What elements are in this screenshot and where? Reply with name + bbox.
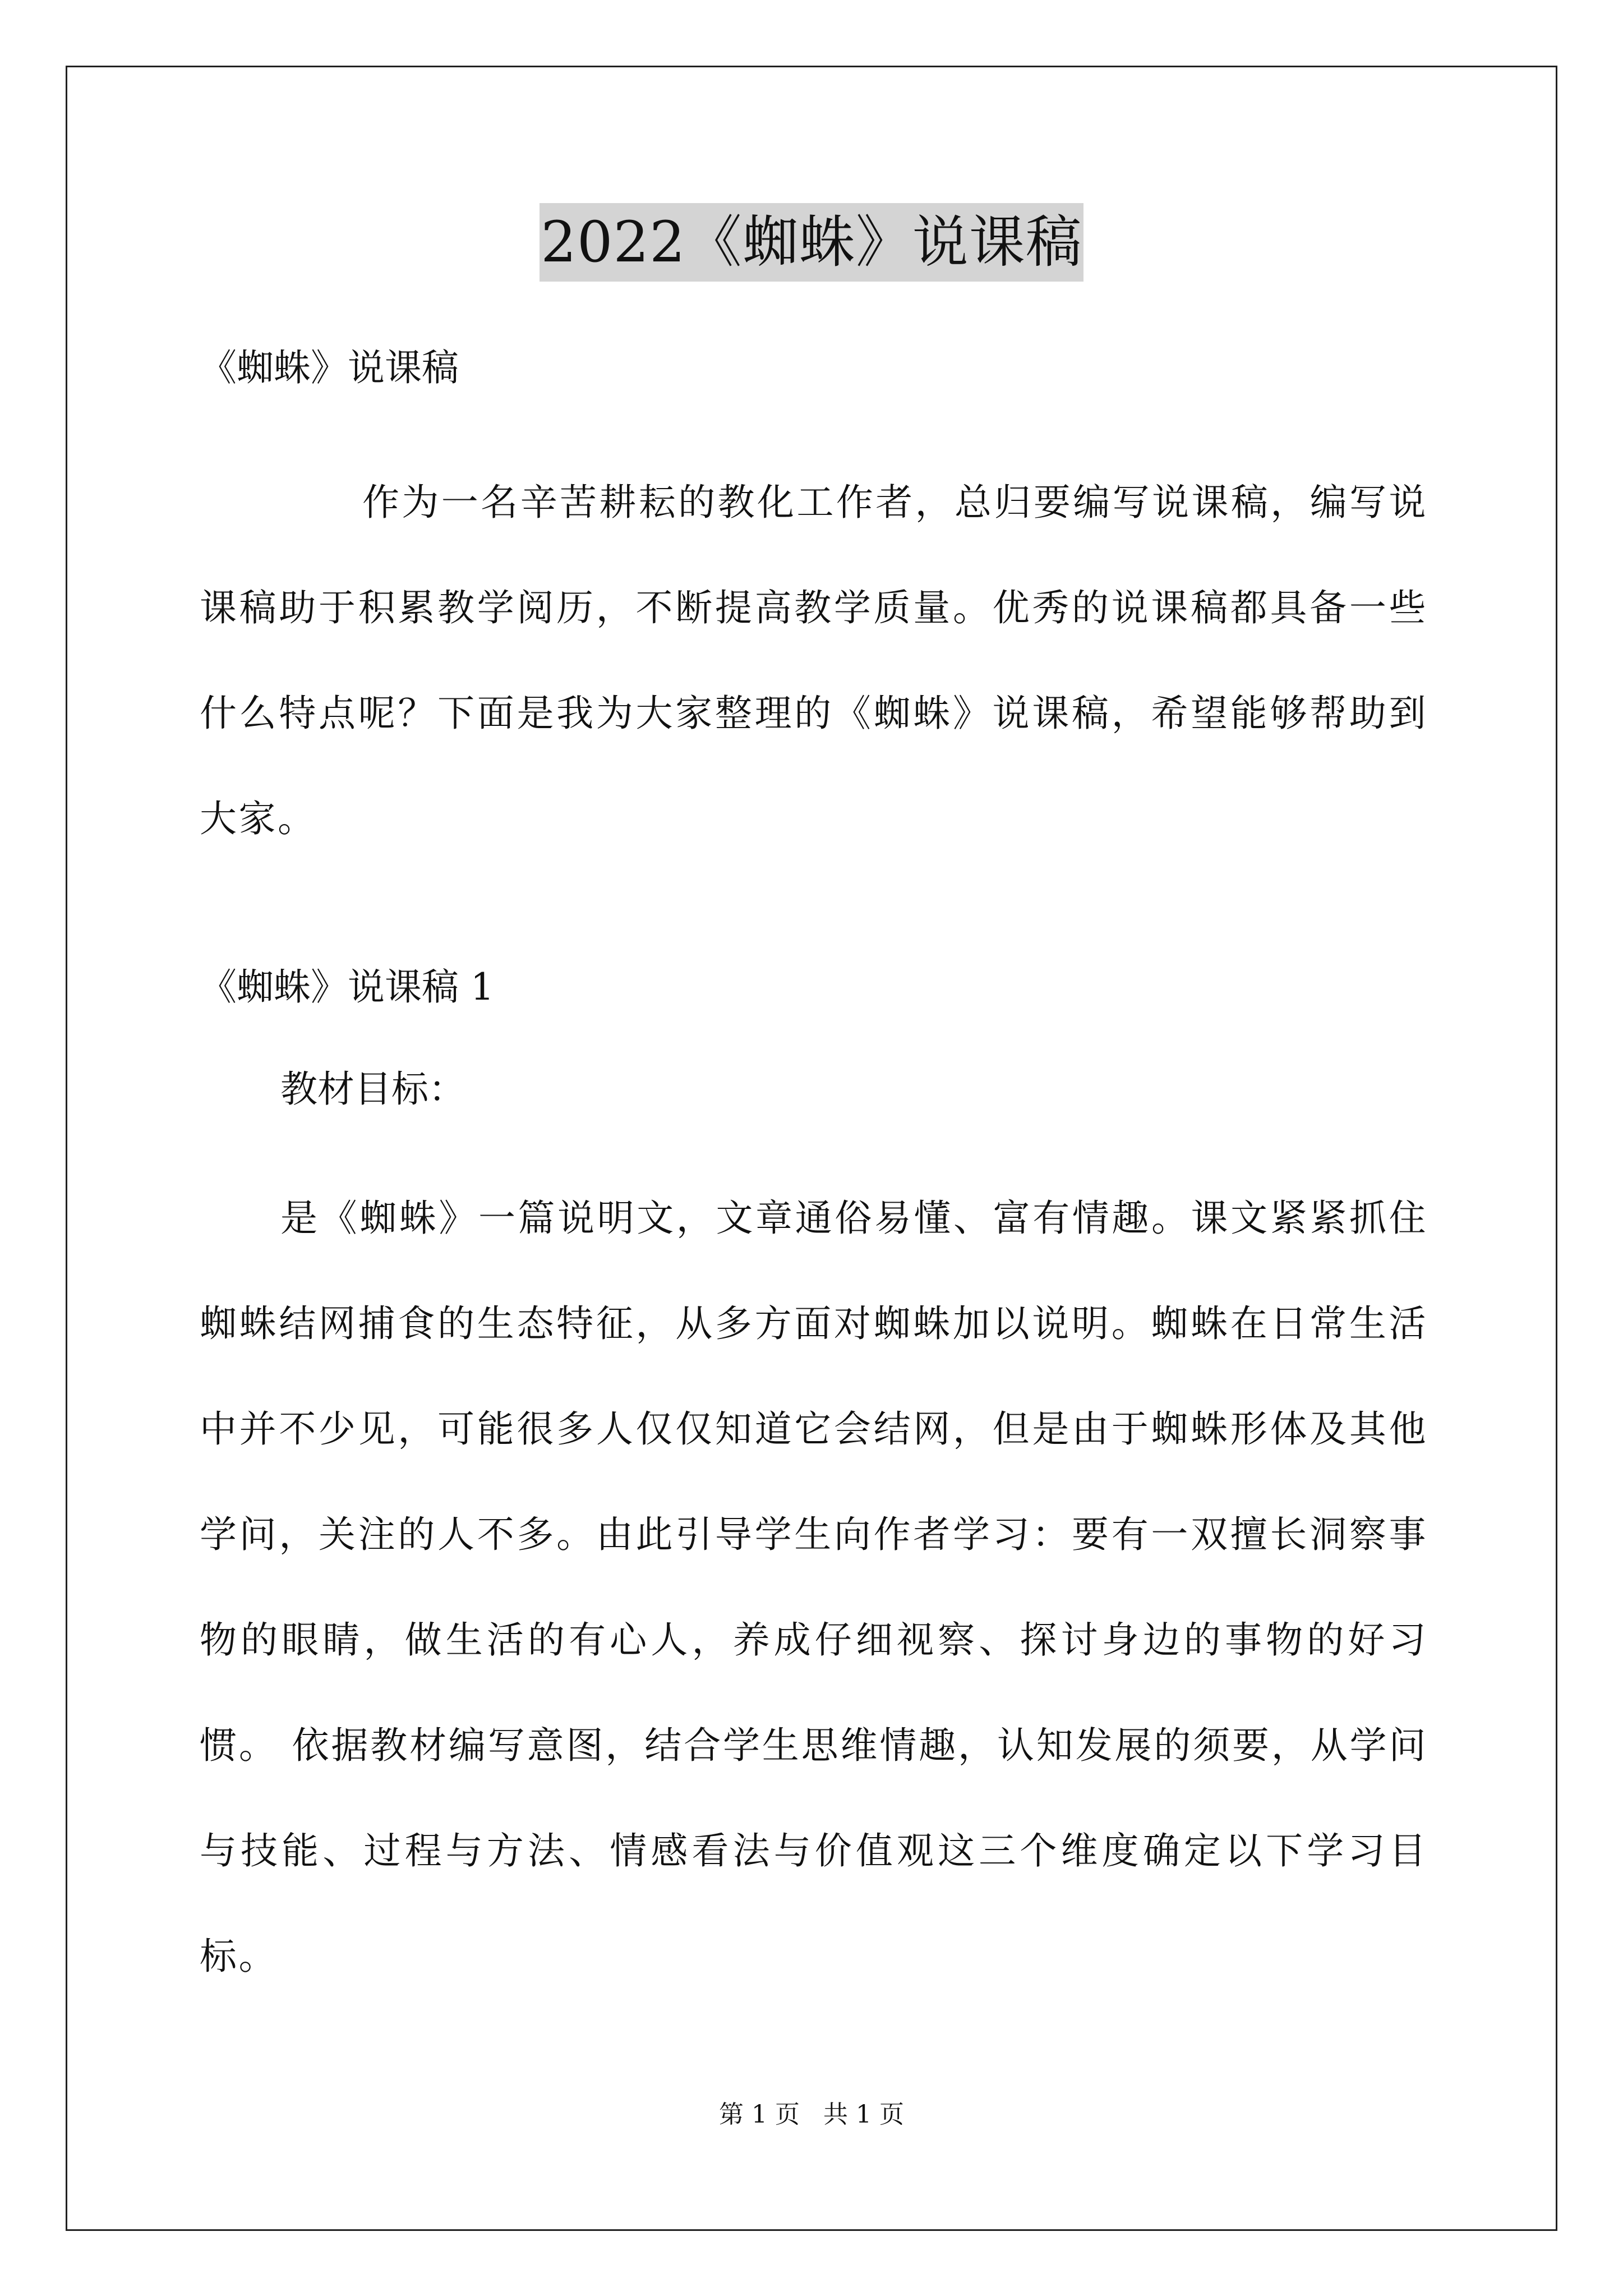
title-container: [0, 203, 1623, 282]
section-gap: [200, 872, 1428, 961]
page-total: 共 1 页: [823, 2100, 904, 2129]
document-title: 2022《蜘蛛》说课稿: [540, 203, 1083, 282]
intro-paragraph: 作为一名辛苦耕耘的教化工作者，总归要编写说课稿，编写说课稿助于积累教学阅历，不断提高教学质量。优秀的说课稿都具备一些什么特点呢？下面是我为大家整理的《蜘蛛》说课稿，希望能够帮助到大家。: [200, 481, 1428, 840]
page-footer: [0, 2098, 1623, 2132]
document-subtitle: 《蜘蛛》说课稿: [200, 346, 459, 389]
section-label: 教材目标：: [280, 1068, 465, 1111]
page-number: 第 1 页: [719, 2100, 800, 2129]
document-body: [200, 342, 1428, 2009]
section-title: 《蜘蛛》说课稿 1: [200, 965, 494, 1009]
section-paragraph: 是《蜘蛛》一篇说明文，文章通俗易懂、富有情趣。课文紧紧抓住蜘蛛结网捕食的生态特征，从多方面对蜘蛛加以说明。蜘蛛在日常生活中并不少见，可能很多人仅仅知道它会结网，但是由于蜘蛛形体及其他学问，关注的人不多。由此引导学生向作者学习：要有一双擅长洞察事物的眼睛，做生活的有心人，养成仔细视察、探讨身边的事物的好习惯。 依据教材编写意图，结合学生思维情趣，认知发展的须要，从学问与技能、过程与方法、情感看法与价值观这三个维度确定以下学习目标。: [200, 1197, 1428, 1978]
